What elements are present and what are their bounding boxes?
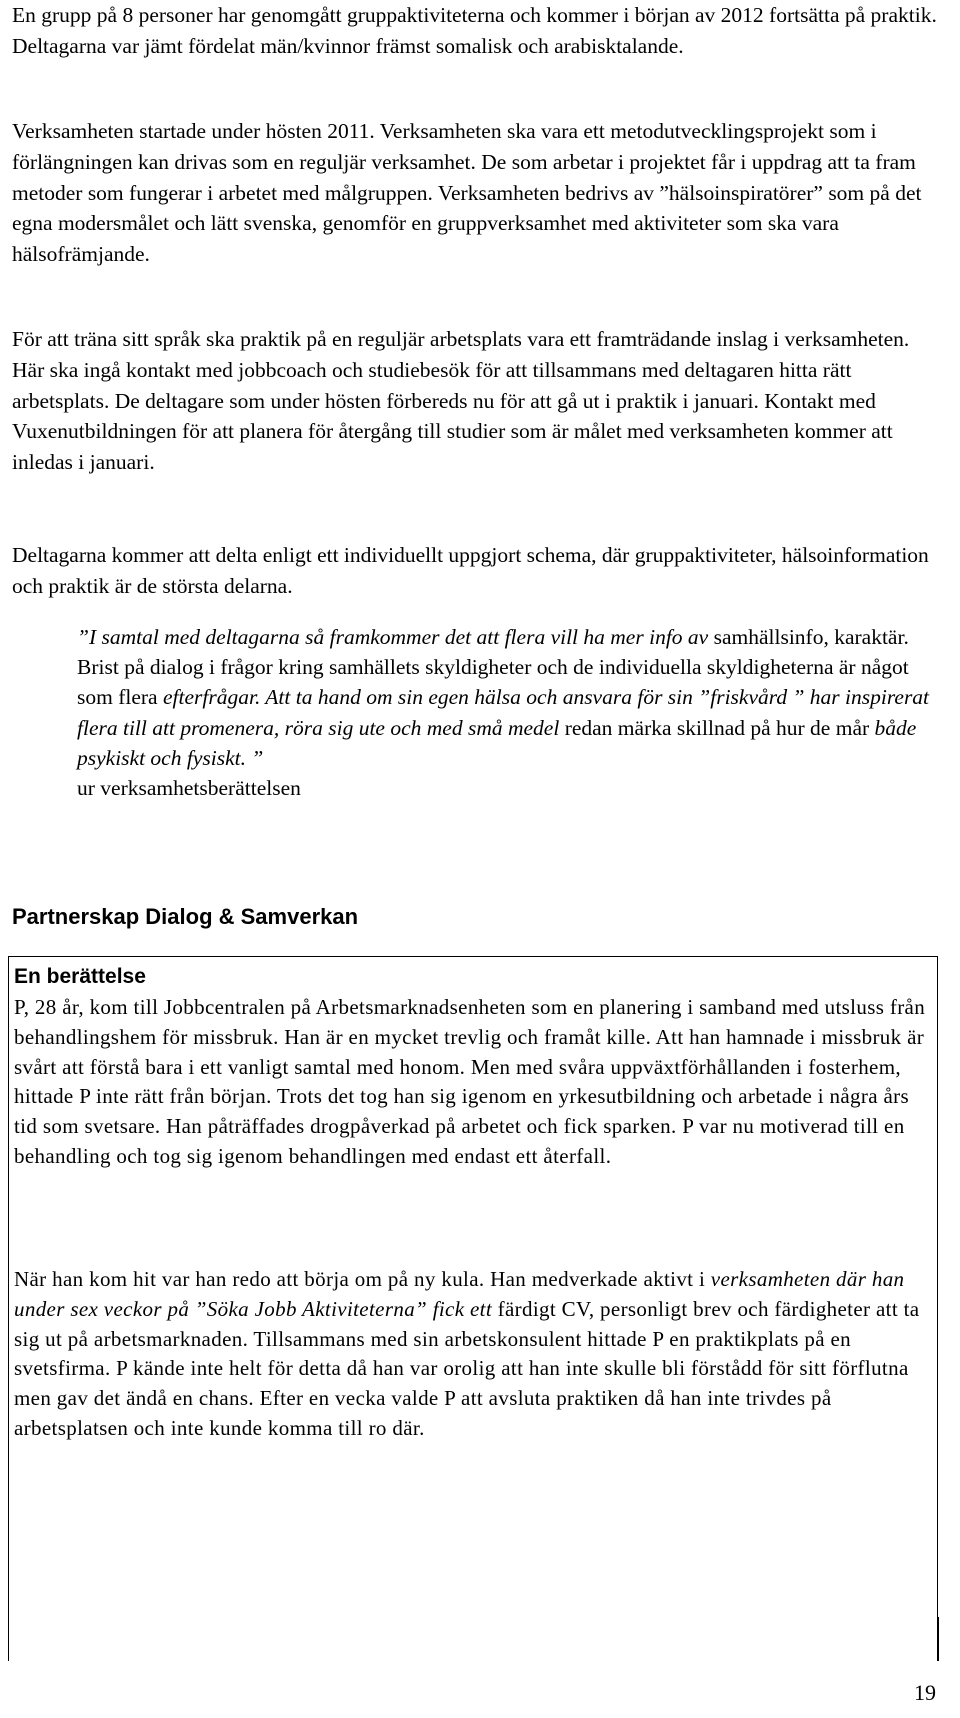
box-border-right-extension: [937, 1617, 939, 1661]
paragraph-practice: För att träna sitt språk ska praktik på en reguljär arbetsplats vara ett framträdande inslag i verksamheten. Här ska ingå kontakt med jobbcoach och studiebesök för att tillsammans med deltagaren hitta rätt arbetsplats. De deltagare som under hösten förbereds nu för att gå ut i praktik i januari. Kontakt med Vuxenutbildningen för att planera för återgång till studier som är målet med verksamheten kommer att inledas i januari.: [12, 327, 910, 475]
story-paragraph-2-part-c: färdigt CV, personligt brev och färdigheter att ta sig ut på arbetsmarknaden. Tillsammans med sin arbetskonsulent hittade P en praktikplats på en svetsfirma. P kände inte helt för detta då han var orolig att han inte skulle bli förstådd för sitt förflutna men gav det ändå en chans. Efter en vecka valde P att avsluta praktiken då han inte trivdes på arbetsplatsen och inte kunde komma till ro där.: [14, 1296, 920, 1440]
story-heading: En berättelse: [14, 965, 146, 988]
story-paragraph-2: [14, 1265, 929, 1444]
quote-part-5: både psykiskt och fysiskt. ”: [77, 715, 917, 770]
quote-source: ur verksamhetsberättelsen: [77, 776, 301, 801]
section-heading: Partnerskap Dialog & Samverkan: [12, 904, 359, 929]
quote-block: [77, 622, 937, 803]
paragraph-group-intro: En grupp på 8 personer har genomgått gruppaktiviteterna och kommer i början av 2012 fortsätta på praktik. Deltagarna var jämt fördelat män/kvinnor främst somalisk och arabisktalande.: [12, 3, 937, 58]
quote-part-2: samhällsinfo, karaktär. Brist på dialog i frågor kring samhällets skyldigheter och de individuella skyldigheterna är något som flera: [77, 625, 909, 710]
quote-part-1: ”I samtal med deltagarna så framkommer det att flera vill ha mer info av: [77, 625, 709, 649]
story-paragraph-2-part-a: När han kom hit var han redo att börja om på ny kula. Han medverkade aktivt i: [14, 1267, 706, 1291]
story-paragraph-2-part-b: verksamheten där han under sex veckor på ”Söka Jobb Aktiviteterna” fick ett: [14, 1267, 905, 1321]
quote-part-3: efterfrågar. Att ta hand om sin egen hälsa och ansvara för sin ”friskvård ” har inspirerat flera till att promenera, röra sig ute och med små medel: [77, 685, 930, 740]
quote-part-4: redan märka skillnad på hur de mår: [564, 715, 870, 740]
page-number: 19: [914, 1680, 936, 1705]
story-paragraph-1: P, 28 år, kom till Jobbcentralen på Arbetsmarknadsenheten som en planering i samband med utsluss från behandlingshem för missbruk. Han är en mycket trevlig och framåt kille. Att han hamnade i missbruk är svårt att förstå bara i ett vanligt samtal med honom. Men med svåra uppväxtförhållanden i fosterhem, hittade P inte rätt från början. Trots det tog han sig igenom en yrkesutbildning och arbetade i några års tid som svetsare. Han påträffades drogpåverkad på arbetet och fick sparken. P var nu motiverad till en behandling och tog sig igenom behandlingen med endast ett återfall.: [14, 995, 926, 1168]
paragraph-activity-start: Verksamheten startade under hösten 2011. Verksamheten ska vara ett metodutvecklingsprojekt som i förlängningen kan drivas som en reguljär verksamhet. De som arbetar i projektet får i uppdrag att ta fram metoder som fungerar i arbetet med målgruppen. Verksamheten bedrivs av ”hälsoinspiratörer” som på det egna modersmålet och lätt svenska, genomför en gruppverksamhet med aktiviteter som ska vara hälsofrämjande.: [12, 119, 922, 267]
paragraph-schedule: Deltagarna kommer att delta enligt ett individuellt uppgjort schema, där gruppaktiviteter, hälsoinformation och praktik är de största delarna.: [12, 543, 929, 598]
box-border-left-extension: [8, 1617, 10, 1661]
story-box: [8, 956, 938, 1617]
